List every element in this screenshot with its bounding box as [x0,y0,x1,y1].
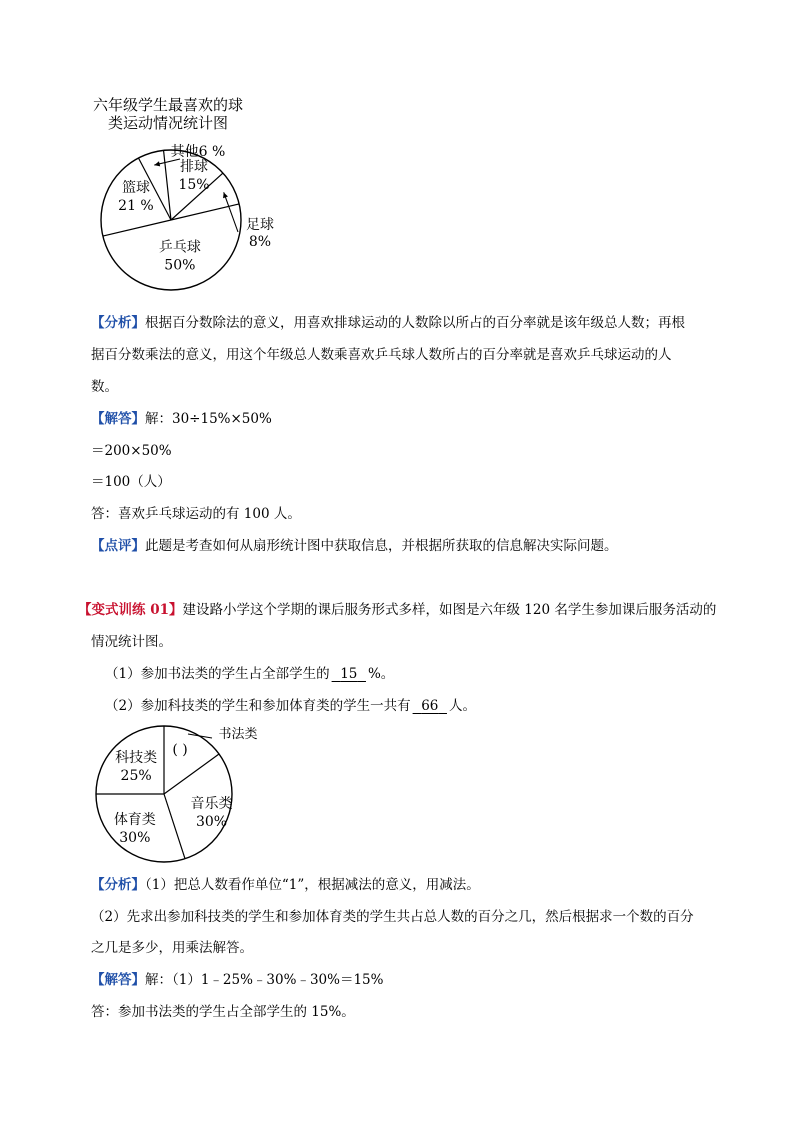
analysis-line-3: 数。 [91,379,118,395]
pie-chart-after-school [88,718,268,866]
comment-line: 【点评】此题是考查如何从扇形统计图中获取信息，并根据所获取的信息解决实际问题。 [91,538,618,554]
answer-tag: 【解答】 [91,411,145,427]
slice-label-4: 科技类 [115,750,158,767]
slice-value-3: 30% [119,829,151,846]
answer-blank-1: 15 [340,666,358,682]
slice-value-2: 21 % [118,198,154,215]
chart-ball-sports [88,92,274,304]
slice-label-3: 体育类 [113,811,156,828]
slice-value-1: 50% [164,257,196,274]
slice-label-1: 乒乓球 [158,239,201,256]
slice-label-1: 书法类 [218,727,258,742]
variant-training-intro-1: 【变式训练 01】建设路小学这个学期的课后服务形式多样，如图是六年级 120 名学生参加课后服务活动的 [78,602,717,618]
chart1-title-line1: 六年级学生最喜欢的球 [92,96,243,114]
answer-line-4: 答：喜欢乒乓球运动的有 100 人。 [91,506,301,522]
slice-value-2: 30% [195,814,228,831]
answer-blank-2: 66 [421,698,439,714]
slice-label-3: 其他6 % [170,144,226,160]
pie-chart-ball-sports [88,134,274,304]
slice-value-5: 8% [248,234,272,250]
answer2-line-2: 答：参加书法类的学生占全部学生的 15%。 [91,1004,355,1020]
variant-tag: 【变式训练 01】 [78,602,183,618]
answer2-line-1: 【解答】解：（1）1﹣25%﹣30%﹣30%＝15% [91,972,384,988]
answer2-tag: 【解答】 [91,972,145,988]
analysis-tag: 【分析】 [91,315,145,331]
slice-value-1: ( ) [172,742,188,758]
analysis-line-2: 据百分数乘法的意义，用这个年级总人数乘喜欢乒乓球人数所占的百分率就是喜欢乒乓球运动的人 [91,347,672,363]
question-2: （2）参加科技类的学生和参加体育类的学生一共有 66 人。 [105,691,476,721]
question-1: （1）参加书法类的学生占全部学生的 15 %。 [105,659,394,689]
chart-after-school [88,718,268,866]
slice-value-4: 25% [120,768,152,785]
slice-label-2: 篮球 [121,180,150,197]
comment-tag: 【点评】 [91,538,145,554]
variant-training-intro-2: 情况统计图。 [91,634,172,650]
analysis2-tag: 【分析】 [91,877,145,893]
analysis2-line-1: 【分析】（1）把总人数看作单位“1”，根据减法的意义，用减法。 [91,877,480,893]
answer-line-3: ＝100（人） [91,474,171,490]
slice-label-4: 排球 [179,158,208,175]
slice-value-4: 15% [178,176,210,193]
analysis2-line-2: （2）先求出参加科技类的学生和参加体育类的学生共占总人数的百分之几，然后根据求一个数的百分 [91,909,694,925]
analysis2-line-3: 之几是多少，用乘法解答。 [91,940,253,956]
answer-line-2: ＝200×50% [91,443,172,459]
chart1-title-line2: 类运动情况统计图 [107,114,228,132]
analysis-line-1: 【分析】根据百分数除法的意义，用喜欢排球运动的人数除以所占的百分率就是该年级总人数；再根 [91,315,685,331]
slice-label-2: 音乐类 [190,796,233,813]
slice-label-5: 足球 [246,217,274,233]
answer-line-1: 【解答】解：30÷15%×50% [91,411,272,427]
